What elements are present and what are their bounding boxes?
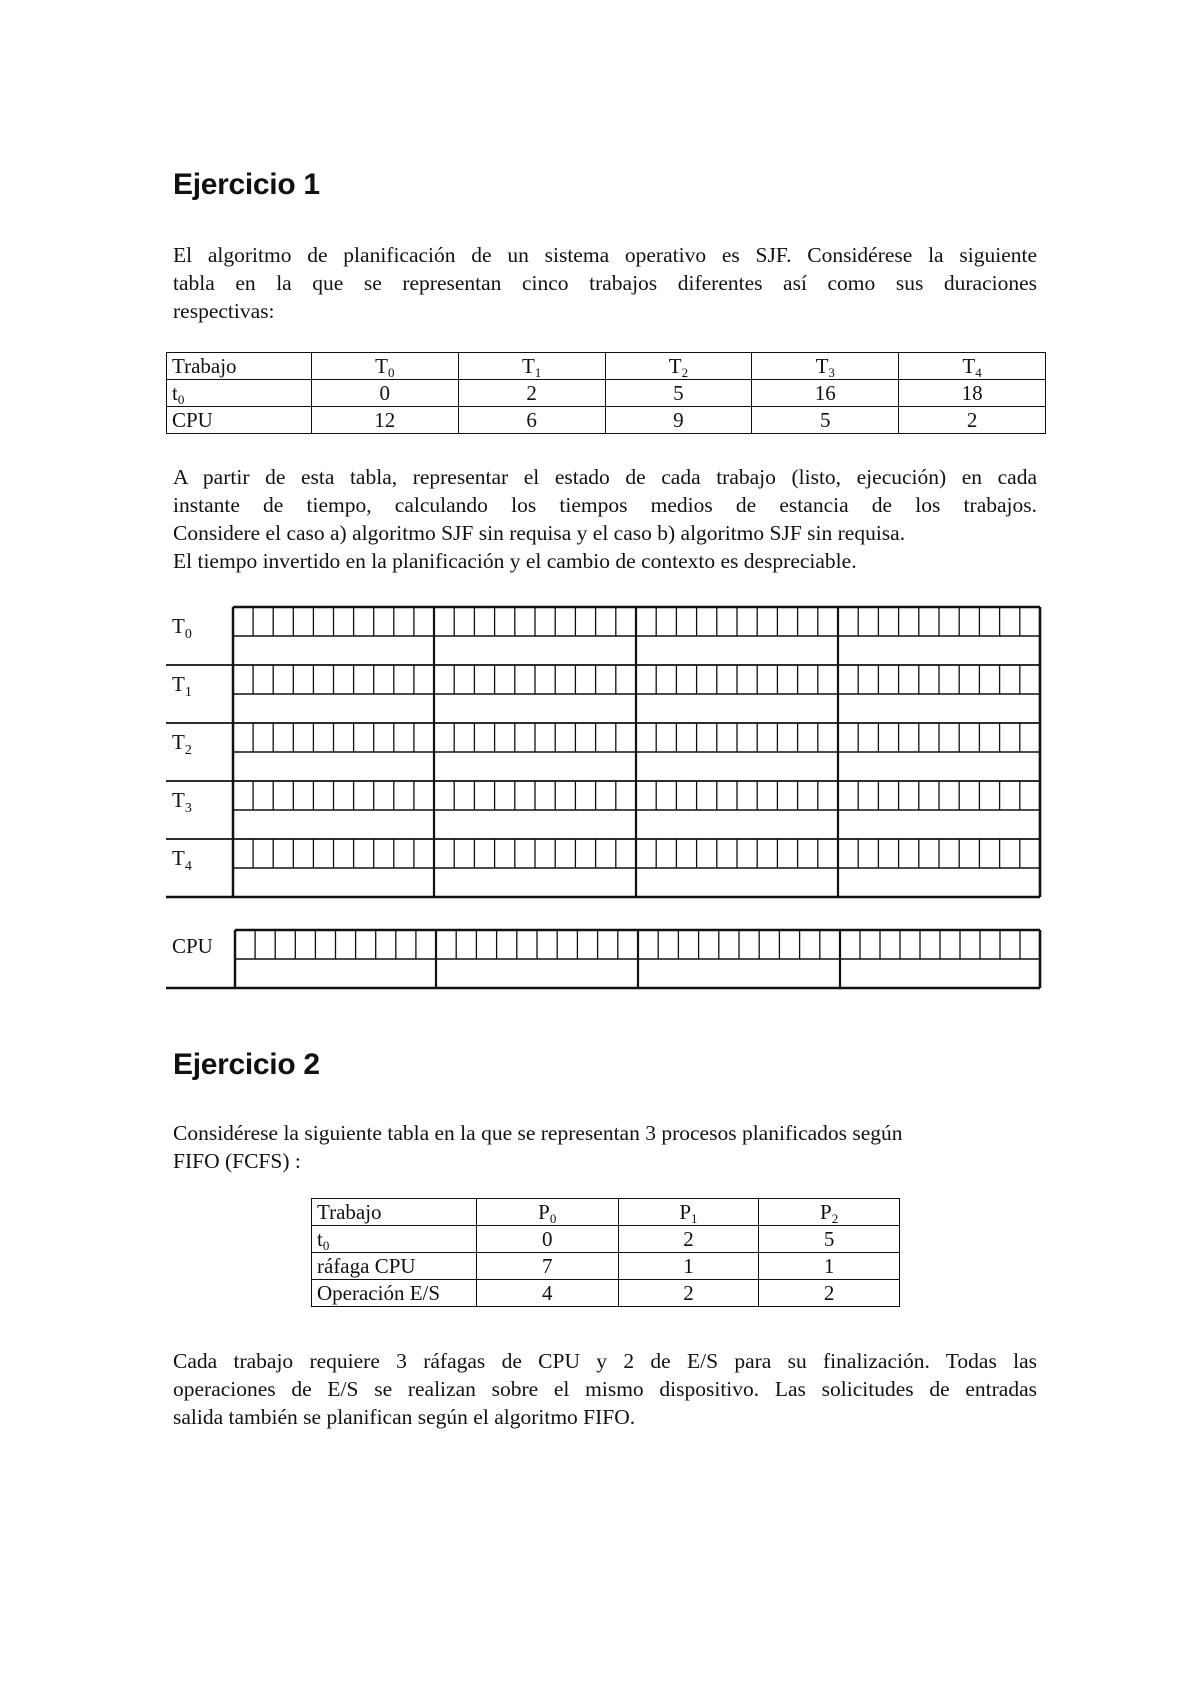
table-col-header: $P_1$ bbox=[618, 1199, 759, 1226]
table-row bbox=[312, 1199, 900, 1226]
table-col-header: $T_2$ bbox=[605, 353, 752, 380]
table-cell: 12 bbox=[311, 407, 458, 434]
exercise-2-statement bbox=[173, 1347, 1037, 1431]
text-line: A partir de esta tabla, representar el estado de cada trabajo (listo, ejecución) en cada bbox=[173, 465, 1037, 489]
gantt-row-label: $T_1$ bbox=[172, 672, 192, 700]
table-cell: 0 bbox=[311, 380, 458, 407]
text-line: respectivas: bbox=[173, 299, 275, 323]
table-row bbox=[312, 1280, 900, 1307]
table-row bbox=[312, 1253, 900, 1280]
table-col-header: $T_4$ bbox=[899, 353, 1046, 380]
table-row-label: ráfaga CPU bbox=[312, 1253, 477, 1280]
table-row-label: $t_0$ bbox=[312, 1226, 477, 1253]
table-cell: 2 bbox=[458, 380, 605, 407]
table-cell: 2 bbox=[759, 1280, 900, 1307]
table-cell: 0 bbox=[476, 1226, 618, 1253]
text-line: FIFO (FCFS) : bbox=[173, 1149, 301, 1173]
exercise-1-heading: Ejercicio 1 bbox=[173, 168, 320, 201]
text-line: instante de tiempo, calculando los tiempos medios de estancia de los trabajos. bbox=[173, 493, 1037, 517]
text-line: salida también se planifican según el algoritmo FIFO. bbox=[173, 1405, 636, 1429]
text-line: Cada trabajo requiere 3 ráfagas de CPU y 2 de E/S para su finalización. Todas las bbox=[173, 1349, 1037, 1373]
exercise-2-intro bbox=[173, 1119, 1037, 1175]
text-line: tabla en la que se representan cinco trabajos diferentes así como sus duraciones bbox=[173, 271, 1037, 295]
table-header-label: Trabajo bbox=[312, 1199, 477, 1226]
table-cell: 2 bbox=[618, 1226, 759, 1253]
table-col-header: $P_0$ bbox=[476, 1199, 618, 1226]
table-cell: 1 bbox=[618, 1253, 759, 1280]
table-cell: 9 bbox=[605, 407, 752, 434]
text-line: El tiempo invertido en la planificación y el cambio de contexto es despreciable. bbox=[173, 549, 857, 573]
table-cell: 7 bbox=[476, 1253, 618, 1280]
text-line: Considérese la siguiente tabla en la que se representan 3 procesos planificados según bbox=[173, 1121, 903, 1145]
table-cell: 2 bbox=[899, 407, 1046, 434]
table-cell: 2 bbox=[618, 1280, 759, 1307]
gantt-row-label: $T_3$ bbox=[172, 788, 192, 816]
text-line: Considere el caso a) algoritmo SJF sin requisa y el caso b) algoritmo SJF sin requisa. bbox=[173, 521, 906, 545]
gantt-cpu-label: CPU bbox=[172, 934, 213, 958]
table-cell: 5 bbox=[605, 380, 752, 407]
table-col-header: $T_0$ bbox=[311, 353, 458, 380]
gantt-row-label: $T_4$ bbox=[172, 846, 192, 874]
table-cell: 16 bbox=[752, 380, 899, 407]
table-col-header: $T_1$ bbox=[458, 353, 605, 380]
gantt-row-label: $T_0$ bbox=[172, 614, 192, 642]
table-cell: 18 bbox=[899, 380, 1046, 407]
table-cell: 5 bbox=[752, 407, 899, 434]
table-row bbox=[312, 1226, 900, 1253]
exercise-2-process-table bbox=[311, 1198, 900, 1307]
table-cell: 4 bbox=[476, 1280, 618, 1307]
table-cell: 6 bbox=[458, 407, 605, 434]
table-col-header: $P_2$ bbox=[759, 1199, 900, 1226]
exercise-2-heading: Ejercicio 2 bbox=[173, 1048, 320, 1081]
table-col-header: $T_3$ bbox=[752, 353, 899, 380]
gantt-row-label: $T_2$ bbox=[172, 730, 192, 758]
table-row-label: Operación E/S bbox=[312, 1280, 477, 1307]
table-header-label: Trabajo bbox=[167, 353, 312, 380]
table-row-label: CPU bbox=[167, 407, 312, 434]
table-cell: 5 bbox=[759, 1226, 900, 1253]
text-line: El algoritmo de planificación de un sistema operativo es SJF. Considérese la siguiente bbox=[173, 243, 1037, 267]
text-line: operaciones de E/S se realizan sobre el mismo dispositivo. Las solicitudes de entradas bbox=[173, 1377, 1037, 1401]
table-row-label: $t_0$ bbox=[167, 380, 312, 407]
table-cell: 1 bbox=[759, 1253, 900, 1280]
